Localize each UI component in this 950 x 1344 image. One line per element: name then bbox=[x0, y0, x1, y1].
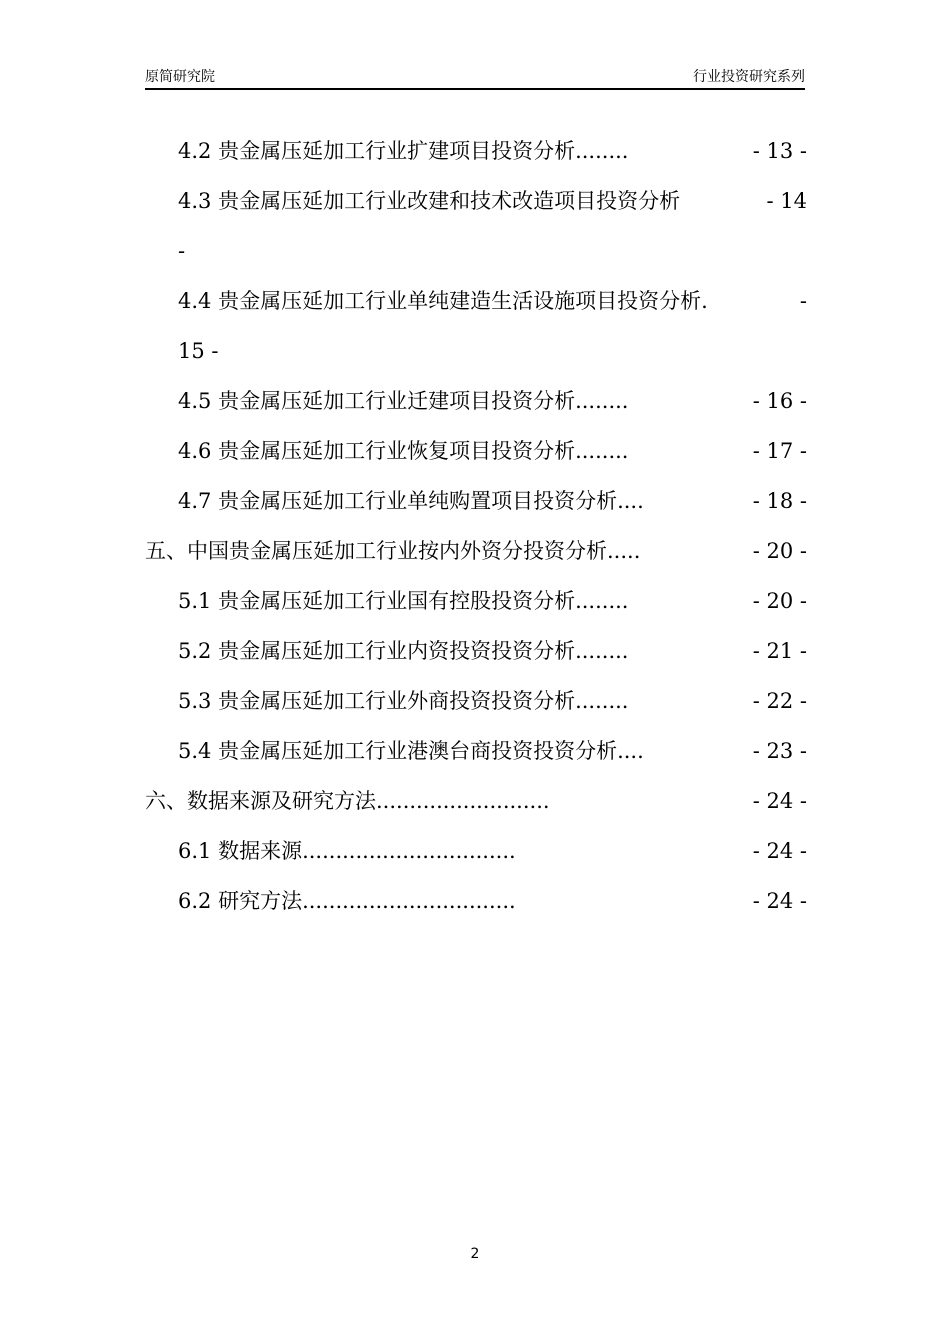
toc-entry-page-number: - 20 - bbox=[751, 526, 807, 576]
table-of-contents bbox=[145, 126, 807, 926]
toc-entry-leader-dots: ........ bbox=[575, 389, 629, 413]
toc-entry-page-number: - 21 - bbox=[751, 626, 807, 676]
toc-entry-leader-dots: .... bbox=[617, 489, 644, 513]
toc-entry[interactable] bbox=[145, 626, 807, 676]
toc-entry-leader-dots: ........ bbox=[575, 439, 629, 463]
toc-entry-title: 4.3 贵金属压延加工行业改建和技术改造项目投资分析 bbox=[178, 189, 681, 213]
toc-entry-title: 4.5 贵金属压延加工行业迁建项目投资分析 bbox=[178, 389, 576, 413]
toc-entry-page-number: - 20 - bbox=[751, 576, 807, 626]
toc-entry-title: 4.4 贵金属压延加工行业单纯建造生活设施项目投资分析 bbox=[178, 289, 702, 313]
toc-entry-page-number: - 23 - bbox=[751, 726, 807, 776]
toc-entry[interactable] bbox=[145, 826, 807, 876]
page-header bbox=[145, 64, 805, 90]
toc-entry-page-number: - 22 - bbox=[751, 676, 807, 726]
toc-entry[interactable] bbox=[145, 676, 807, 726]
toc-entry-page-number: - 17 - bbox=[751, 426, 807, 476]
toc-entry-page-number: - 24 - bbox=[751, 776, 807, 826]
toc-entry-leader-dots: ........ bbox=[575, 689, 629, 713]
toc-entry[interactable] bbox=[145, 576, 807, 626]
toc-entry-page-number: - 24 - bbox=[751, 876, 807, 926]
toc-entry-page-number: - 13 - bbox=[751, 126, 807, 176]
toc-entry-leader-dots: .......................... bbox=[376, 789, 550, 813]
toc-entry-leader-dots: .... bbox=[617, 739, 644, 763]
toc-entry-title: 五、中国贵金属压延加工行业按内外资分投资分析 bbox=[145, 539, 607, 563]
toc-entry-title: 六、数据来源及研究方法 bbox=[145, 789, 376, 813]
toc-entry-page-number: - 24 - bbox=[751, 826, 807, 876]
toc-entry-leader-dots: ................................ bbox=[302, 889, 516, 913]
toc-entry[interactable] bbox=[145, 176, 807, 276]
toc-entry-leader-dots: ........ bbox=[575, 589, 629, 613]
toc-entry-page-number: - bbox=[798, 276, 807, 326]
toc-entry[interactable] bbox=[145, 426, 807, 476]
toc-entry[interactable] bbox=[145, 276, 807, 376]
toc-entry-title: 4.2 贵金属压延加工行业扩建项目投资分析 bbox=[178, 139, 576, 163]
toc-entry-leader-dots: . bbox=[701, 289, 708, 313]
toc-entry-wrapped-page-text: - bbox=[178, 239, 186, 263]
toc-entry[interactable] bbox=[145, 526, 807, 576]
toc-entry[interactable] bbox=[145, 376, 807, 426]
toc-entry-title: 5.1 贵金属压延加工行业国有控股投资分析 bbox=[178, 589, 576, 613]
toc-entry-title: 6.2 研究方法 bbox=[178, 889, 303, 913]
toc-entry-wrapped-page-text: 15 - bbox=[178, 339, 219, 363]
toc-entry-leader-dots: ........ bbox=[575, 139, 629, 163]
toc-entry-leader-dots: ........ bbox=[575, 639, 629, 663]
header-org-name: 原简研究院 bbox=[145, 69, 215, 85]
toc-entry-title: 4.7 贵金属压延加工行业单纯购置项目投资分析 bbox=[178, 489, 618, 513]
page-number: 2 bbox=[470, 1246, 480, 1262]
toc-entry-page-number: - 16 - bbox=[751, 376, 807, 426]
toc-entry-title: 5.2 贵金属压延加工行业内资投资投资分析 bbox=[178, 639, 576, 663]
toc-entry-title: 5.4 贵金属压延加工行业港澳台商投资投资分析 bbox=[178, 739, 618, 763]
toc-entry[interactable] bbox=[145, 126, 807, 176]
toc-entry[interactable] bbox=[145, 726, 807, 776]
toc-entry[interactable] bbox=[145, 476, 807, 526]
toc-entry-title: 6.1 数据来源 bbox=[178, 839, 303, 863]
toc-entry[interactable] bbox=[145, 776, 807, 826]
toc-entry-page-number: - 14 bbox=[765, 176, 808, 226]
toc-entry-leader-dots: ................................ bbox=[302, 839, 516, 863]
toc-entry-title: 5.3 贵金属压延加工行业外商投资投资分析 bbox=[178, 689, 576, 713]
header-series-name: 行业投资研究系列 bbox=[693, 69, 805, 85]
toc-entry-page-number: - 18 - bbox=[751, 476, 807, 526]
toc-entry-leader-dots: ..... bbox=[607, 539, 641, 563]
toc-entry[interactable] bbox=[145, 876, 807, 926]
toc-entry-title: 4.6 贵金属压延加工行业恢复项目投资分析 bbox=[178, 439, 576, 463]
